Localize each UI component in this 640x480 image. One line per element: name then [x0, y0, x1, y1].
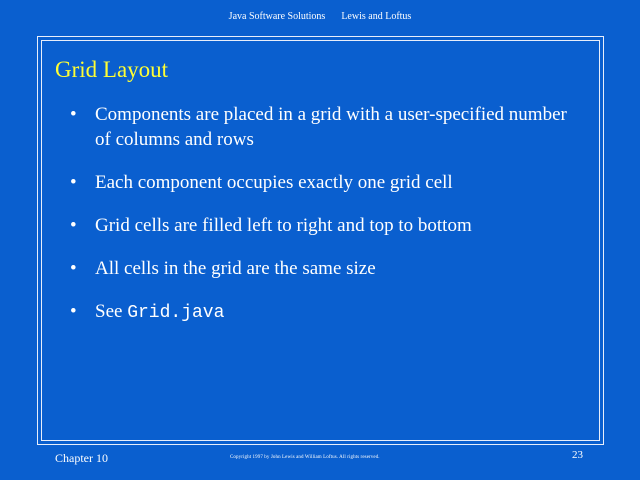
bullet-list [70, 102, 580, 344]
bullet-item [70, 299, 580, 326]
bullet-text: Each component occupies exactly one grid cell [95, 172, 453, 193]
slide-header [0, 11, 640, 22]
copyright-notice: Copyright 1997 by John Lewis and William Loftus. All rights reserved. [230, 455, 380, 460]
bullet-item [70, 256, 580, 281]
bullet-item [70, 213, 580, 238]
bullet-text: All cells in the grid are the same size [95, 258, 376, 279]
bullet-dot: • [70, 104, 77, 125]
bullet-text: Grid cells are filled left to right and top to bottom [95, 215, 472, 236]
book-title: Java Software Solutions [228, 11, 326, 22]
bullet-dot: • [70, 215, 77, 236]
bullet-text: Components are placed in a grid with a user-specified number of columns and rows [95, 104, 567, 150]
page-number: 23 [572, 449, 583, 461]
bullet-dot: • [70, 258, 77, 279]
bullet-item [70, 170, 580, 195]
bullet-dot: • [70, 172, 77, 193]
slide-title: Grid Layout [55, 57, 169, 82]
bullet-item [70, 102, 580, 152]
bullet-dot: • [70, 301, 77, 322]
chapter-label: Chapter 10 [55, 451, 108, 465]
authors: Lewis and Loftus [341, 11, 412, 22]
bullet-text-prefix: See [95, 301, 128, 322]
code-filename: Grid.java [127, 303, 225, 323]
